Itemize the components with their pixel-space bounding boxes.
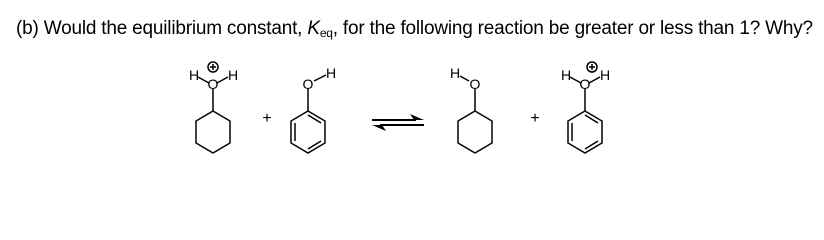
atom-o-3: O <box>469 76 481 92</box>
atom-h-3: H <box>449 65 461 81</box>
plus-sign-1: + <box>262 110 272 127</box>
o-h-bond <box>314 75 326 81</box>
benzene-ring <box>291 111 325 153</box>
cyclohexane-ring <box>458 111 492 153</box>
plus-sign-2: + <box>530 110 540 127</box>
question-suffix: , for the following reaction be greater or less than 1? Why? <box>332 18 813 39</box>
atom-h-1a: H <box>188 67 200 83</box>
atom-o-2: O <box>302 76 314 92</box>
equilibrium-arrows <box>372 114 424 131</box>
o-h-bond-right <box>217 77 228 83</box>
atom-h-4b: H <box>599 67 611 83</box>
atom-h-4a: H <box>560 67 572 83</box>
aromatic-double-bond-1 <box>308 115 321 123</box>
aromatic-double-bond-1 <box>585 115 598 123</box>
atom-o-4: O <box>579 76 591 92</box>
atom-o-1: O <box>207 76 219 92</box>
benzene-ring <box>568 111 602 153</box>
atom-h-1b: H <box>227 67 239 83</box>
aromatic-double-bond-2 <box>585 141 598 149</box>
question-prefix: (b) Would the equilibrium constant, <box>16 18 308 39</box>
cyclohexane-ring <box>196 111 230 153</box>
k-symbol: K <box>307 18 320 39</box>
k-subscript: eq <box>319 26 333 40</box>
aromatic-double-bond-2 <box>308 141 321 149</box>
atom-h-2: H <box>325 65 337 81</box>
o-h-bond <box>460 76 469 81</box>
o-h-bond-right <box>589 77 600 83</box>
